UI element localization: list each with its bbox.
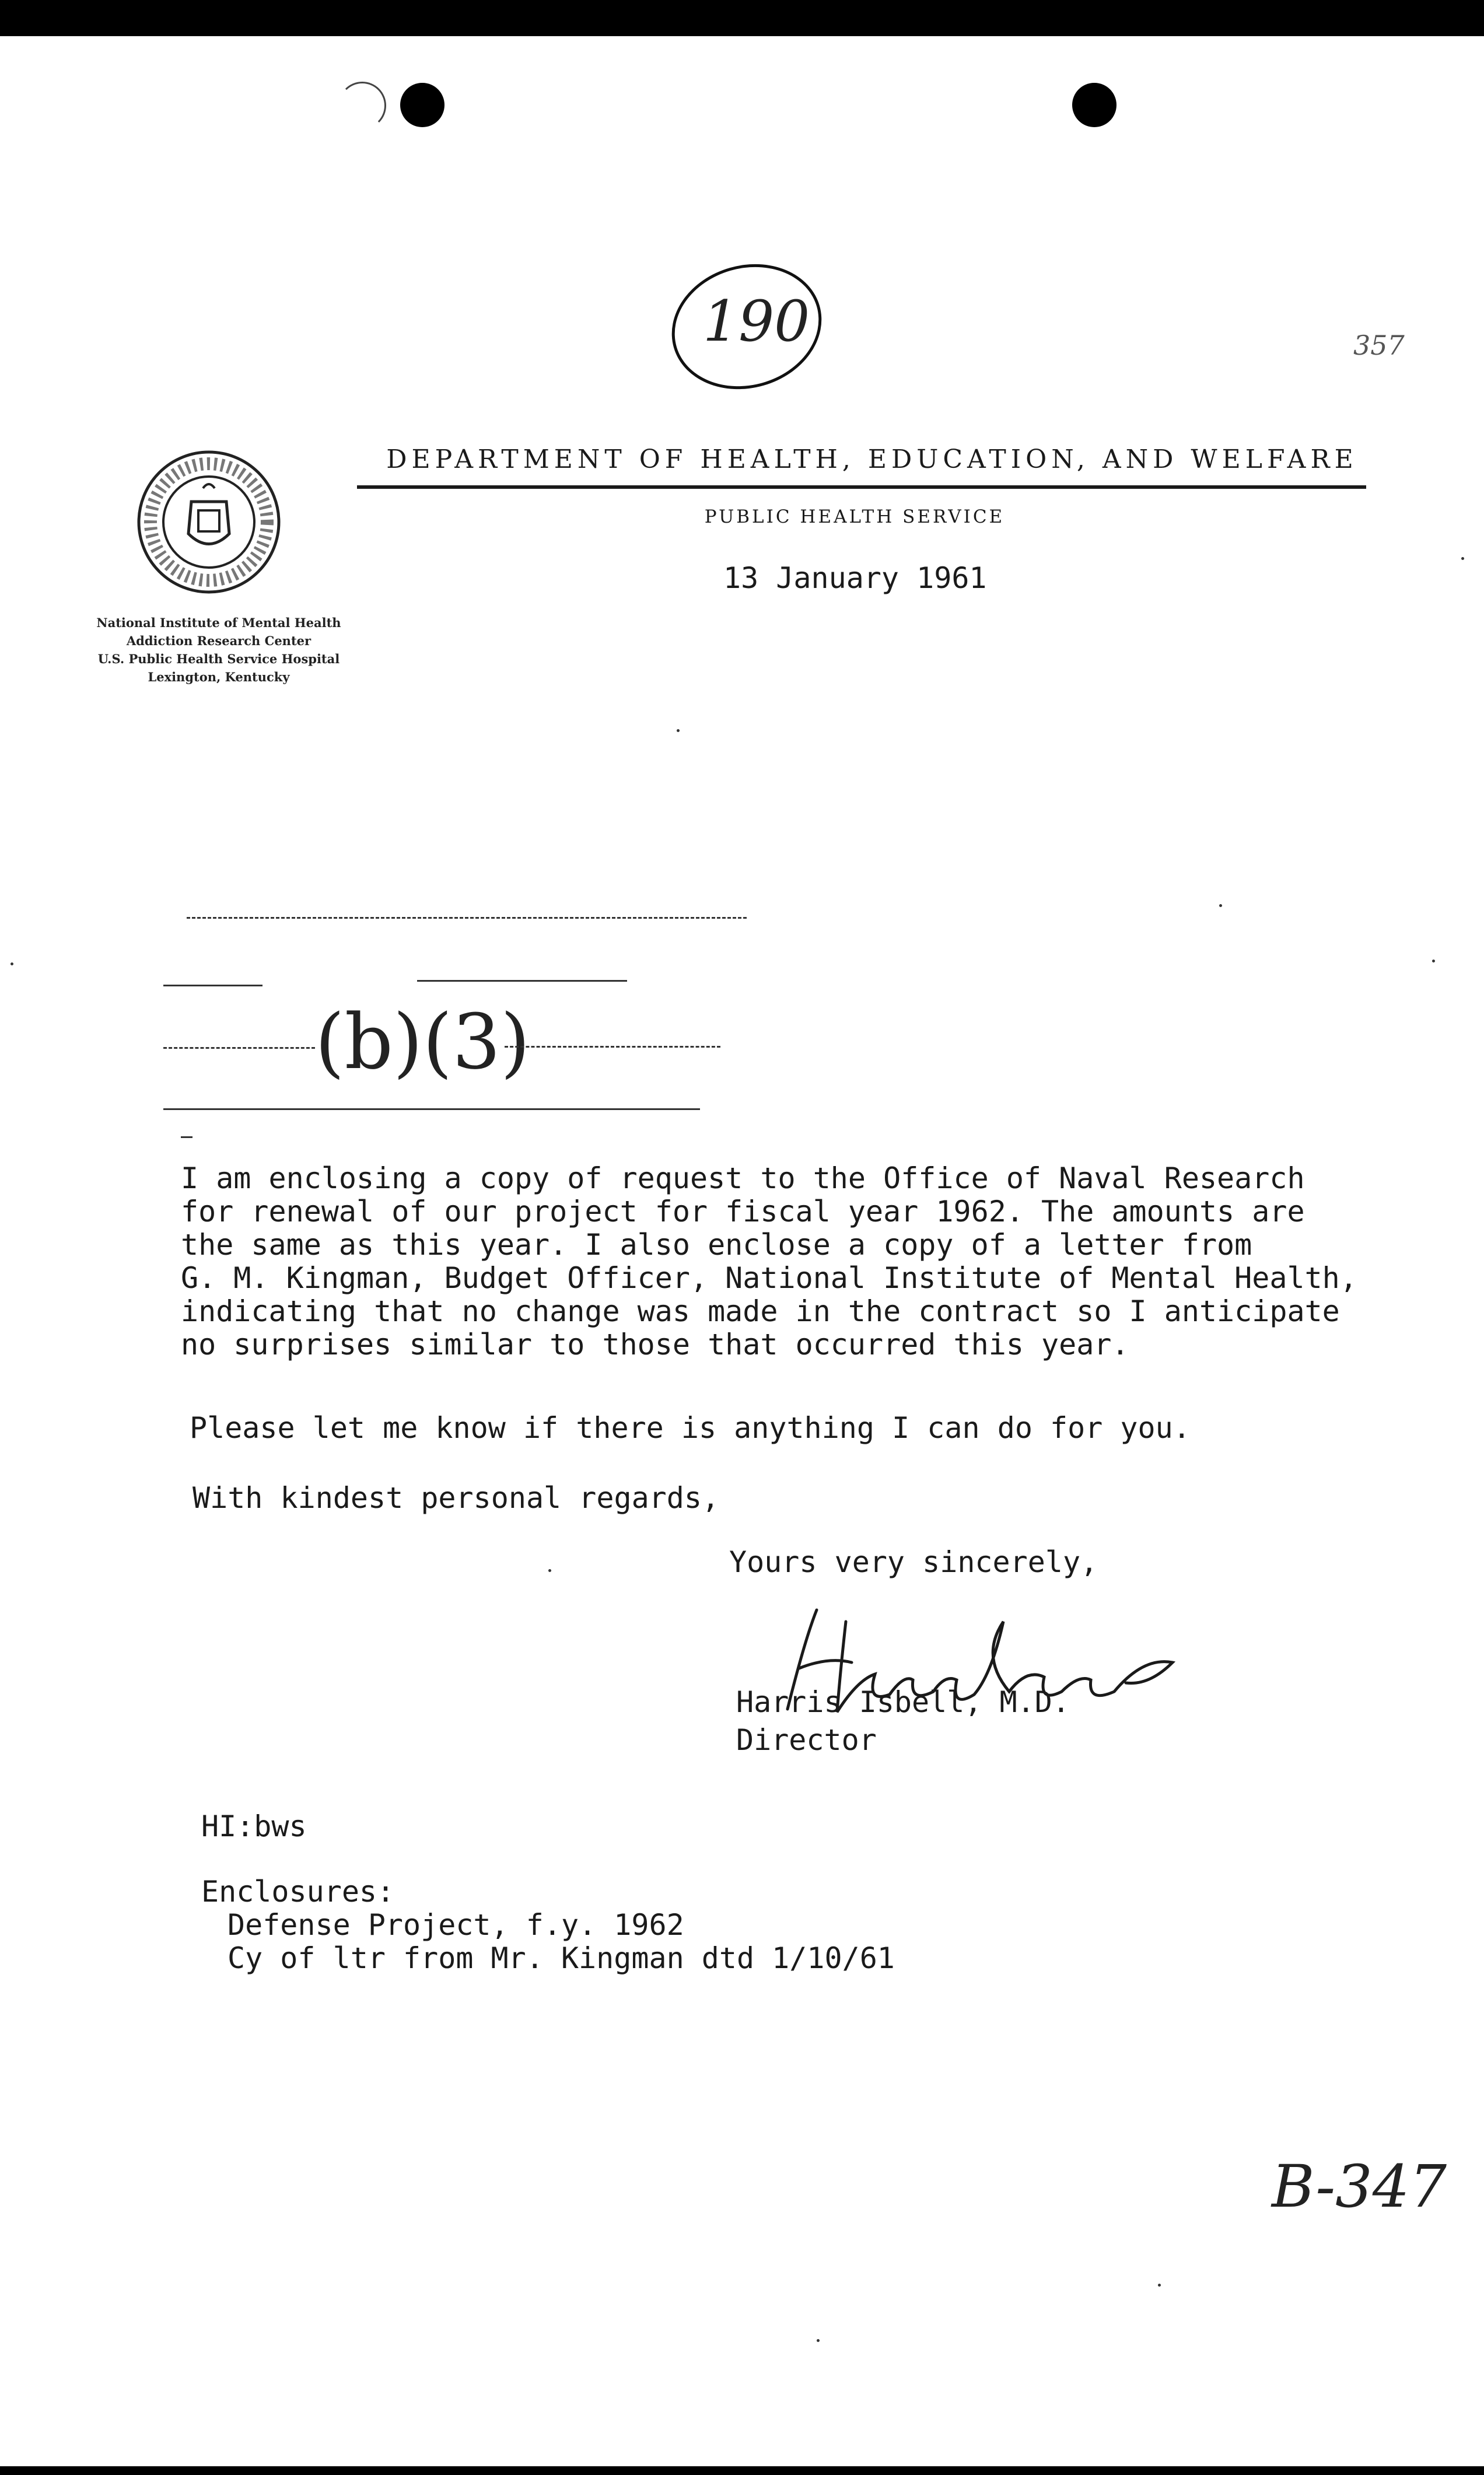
- punch-hole-right: [1072, 83, 1116, 127]
- regards-line: With kindest personal regards,: [192, 1481, 720, 1515]
- enclosures-label: Enclosures:: [201, 1875, 395, 1909]
- scan-top-border: [0, 0, 1484, 36]
- scan-speck: [817, 2339, 820, 2342]
- scan-speck: [1158, 2284, 1161, 2287]
- enclosure-item: Cy of ltr from Mr. Kingman dtd 1/10/61: [228, 1941, 895, 1975]
- enclosure-item: Defense Project, f.y. 1962: [228, 1908, 684, 1942]
- redacted-line: [181, 1136, 192, 1138]
- redacted-line: [163, 1108, 700, 1110]
- agency-line: Addiction Research Center: [126, 633, 312, 648]
- body-line: for renewal of our project for fiscal year 1962. The amounts are: [181, 1195, 1305, 1228]
- redacted-line: [187, 917, 747, 919]
- scan-speck: [1219, 904, 1222, 907]
- scan-speck: [10, 962, 13, 965]
- request-line: Please let me know if there is anything I can do for you.: [190, 1411, 1191, 1445]
- signer-title: Director: [736, 1723, 877, 1757]
- service-heading: PUBLIC HEALTH SERVICE: [704, 506, 1005, 527]
- letter-date: 13 January 1961: [723, 561, 987, 595]
- signer-name: Harris Isbell, M.D.: [736, 1685, 1070, 1719]
- agency-line: U.S. Public Health Service Hospital: [97, 652, 340, 666]
- redacted-line: [163, 985, 262, 986]
- agency-line: Lexington, Kentucky: [148, 670, 290, 684]
- redacted-line: [163, 1047, 315, 1049]
- scan-speck: [677, 729, 680, 732]
- agency-address: [70, 614, 368, 686]
- department-heading: DEPARTMENT OF HEALTH, EDUCATION, AND WELFARE: [386, 444, 1358, 474]
- scan-bottom-border: [0, 2466, 1484, 2475]
- letterhead-rule: [357, 485, 1366, 489]
- corner-mark: 357: [1353, 330, 1405, 361]
- body-line: no surprises similar to those that occurred this year.: [181, 1328, 1129, 1361]
- body-line: indicating that no change was made in the contract so I anticipate: [181, 1294, 1340, 1328]
- redaction-mark: (b)(3): [315, 997, 530, 1086]
- hew-seal-icon: [133, 446, 285, 598]
- scan-speck: [548, 1569, 551, 1572]
- redacted-line: [505, 1046, 720, 1048]
- body-line: I am enclosing a copy of request to the Office of Naval Research: [181, 1161, 1305, 1195]
- scan-speck: [1461, 557, 1464, 560]
- body-line: G. M. Kingman, Budget Officer, National Institute of Mental Health,: [181, 1261, 1357, 1295]
- punch-hole-ghost: [338, 82, 386, 129]
- agency-line: National Institute of Mental Health: [96, 615, 341, 630]
- punch-hole-left: [400, 83, 444, 127]
- file-number: B-347: [1272, 2152, 1447, 2221]
- redacted-line: [417, 980, 627, 982]
- typist-initials: HI:bws: [201, 1809, 307, 1843]
- closing-line: Yours very sincerely,: [729, 1545, 1098, 1579]
- scan-speck: [1432, 960, 1435, 962]
- circled-number: 190: [703, 289, 810, 354]
- body-line: the same as this year. I also enclose a copy of a letter from: [181, 1228, 1252, 1262]
